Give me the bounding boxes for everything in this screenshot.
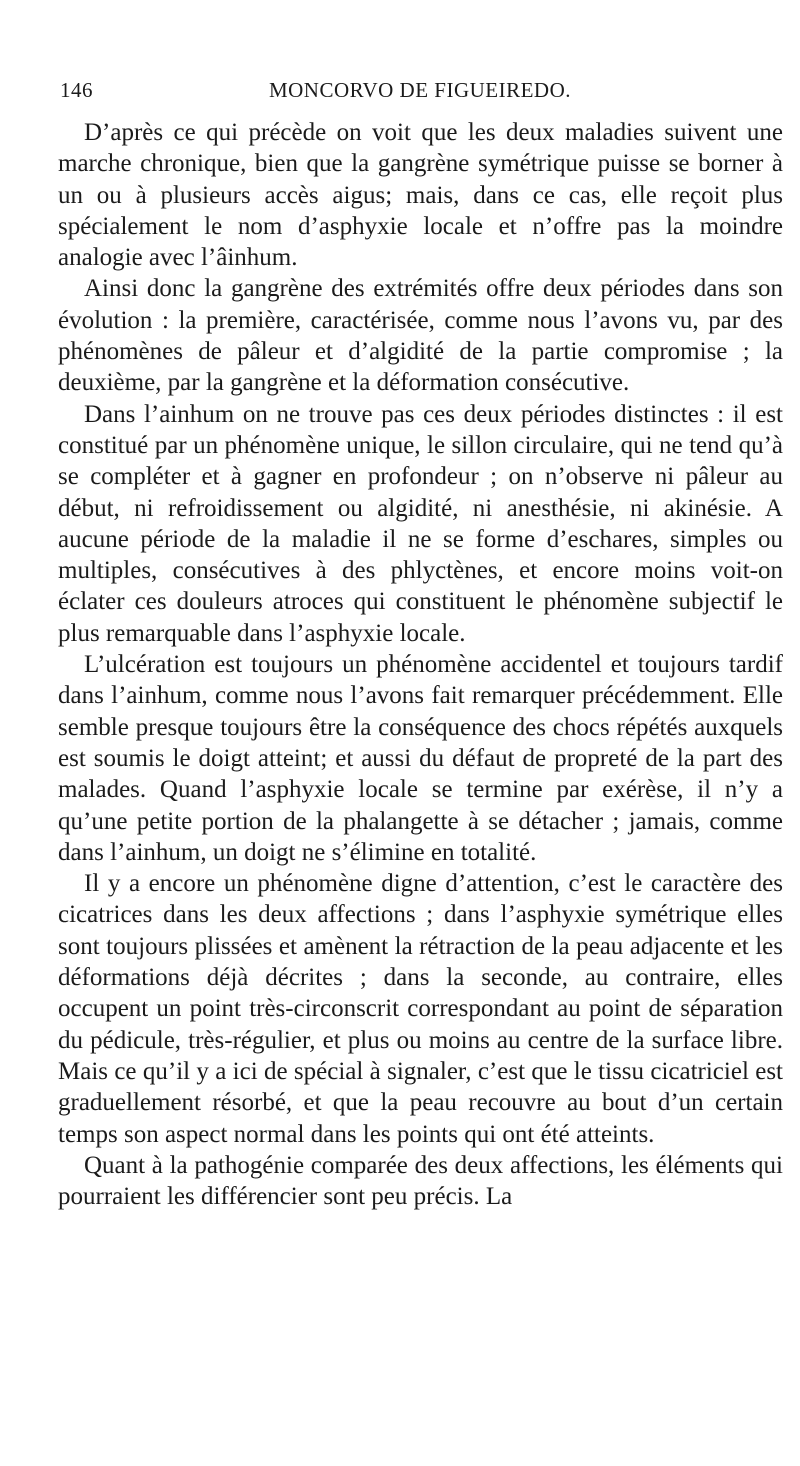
body-text — [58, 117, 783, 1212]
paragraph: Quant à la pathogénie comparée des deux affections, les éléments qui pourraient les différencier sont peu précis. La — [58, 1151, 783, 1211]
paragraph: Il y a encore un phénomène digne d’attention, c’est le caractère des cicatrices dans les deux affections ; dans l’asphyxie symétrique elles sont toujours plissées et amènent la rétraction de la peau adjacente et les déformations déjà décrites ; dans la seconde, au contraire, elles occupent un point très-circonscrit correspondant au point de séparation du pédicule, très-régulier, et plus ou moins au centre de la surface libre. Mais ce qu’il y a ici de spécial à signaler, c’est que le tissu cicatriciel est graduellement résorbé, et que la peau recouvre au bout d’un certain temps son aspect normal dans les points qui ont été atteints. — [58, 870, 783, 1148]
paragraph: Dans l’ainhum on ne trouve pas ces deux périodes distinctes : il est constitué par un phénomène unique, le sillon circulaire, qui ne tend qu’à se compléter et à gagner en profondeur ; on n’observe ni pâleur au début, ni refroidissement ou algidité, ni anesthésie, ni akinésie. A aucune période de la maladie il ne se forme d’eschares, simples ou multiples, consécutives à des phlyctènes, et encore moins voit-on éclater ces douleurs atroces qui constituent le phénomène subjectif le plus remarquable dans l’asphyxie locale. — [58, 400, 783, 647]
paragraph: Ainsi donc la gangrène des extrémités offre deux périodes dans son évolution : la première, caractérisée, comme nous l’avons vu, par des phénomènes de pâleur et d’algidité de la partie compromise ; la deuxième, par la gangrène et la déformation consécutive. — [58, 275, 783, 397]
running-title: MONCORVO DE FIGUEIREDO. — [268, 78, 572, 102]
running-header — [60, 78, 780, 108]
paragraph: L’ulcération est toujours un phénomène accidentel et toujours tardif dans l’ainhum, comme nous l’avons fait remarquer précédemment. Elle semble presque toujours être la conséquence des chocs répétés auxquels est soumis le doigt atteint; et aussi du défaut de propreté de la part des malades. Quand l’asphyxie locale se termine par exérèse, il n’y a qu’une petite portion de la phalangette à se détacher ; jamais, comme dans l’ainhum, un doigt ne s’élimine en totalité. — [58, 651, 783, 866]
page-number: 146 — [60, 78, 93, 102]
paragraph: D’après ce qui précède on voit que les deux maladies suivent une marche chronique, bien que la gangrène symétrique puisse se borner à un ou à plusieurs accès aigus; mais, dans ce cas, elle reçoit plus spécialement le nom d’asphyxie locale et n’offre pas la moindre analogie avec l’âinhum. — [58, 119, 783, 272]
